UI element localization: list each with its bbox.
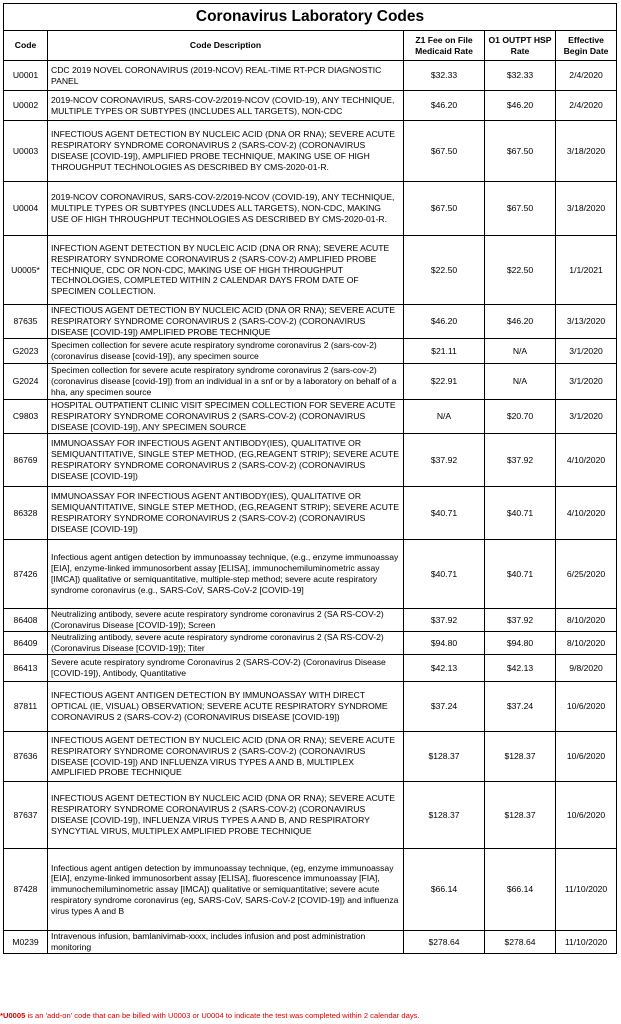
effective-date-cell: 3/18/2020 — [556, 182, 617, 236]
effective-date-cell: 2/4/2020 — [556, 61, 617, 91]
z1-rate-cell: $37.92 — [404, 609, 485, 632]
description-cell: HOSPITAL OUTPATIENT CLINIC VISIT SPECIMEN COLLECTION FOR SEVERE ACUTE RESPIRATORY SYNDROME CORONAVIRUS 2 (SARS-COV-2) (CORONAVIRUS DISEASE [COVID-19]), ANY SPECIMEN SOURCE — [48, 400, 404, 434]
header-effective-date: Effective Begin Date — [556, 31, 617, 61]
table-row — [4, 236, 617, 305]
code-cell: 87636 — [4, 732, 48, 782]
o1-rate-cell: $22.50 — [485, 236, 556, 305]
table-row — [4, 609, 617, 632]
z1-rate-cell: $22.50 — [404, 236, 485, 305]
effective-date-cell: 3/13/2020 — [556, 305, 617, 339]
table-row — [4, 121, 617, 182]
z1-rate-cell: $40.71 — [404, 487, 485, 540]
z1-rate-cell: $66.14 — [404, 849, 485, 931]
effective-date-cell: 4/10/2020 — [556, 487, 617, 540]
header-row — [4, 31, 617, 61]
footnote-code: *U0005 — [0, 1011, 26, 1020]
effective-date-cell: 3/1/2020 — [556, 364, 617, 400]
z1-rate-cell: $42.13 — [404, 655, 485, 682]
description-cell: INFECTIOUS AGENT DETECTION BY NUCLEIC ACID (DNA OR RNA); SEVERE ACUTE RESPIRATORY SYNDROME CORONAVIRUS 2 (SARS-COV-2) (CORONAVIRUS DISEASE [COVID-19]) AMPLIFIED PROBE TECHNIQUE — [48, 305, 404, 339]
z1-rate-cell: $21.11 — [404, 339, 485, 364]
table-row — [4, 182, 617, 236]
description-cell: Severe acute respiratory syndrome Coronavirus 2 (SARS-COV-2) (Coronavirus Disease [COVID-19]), Antibody, Quantitative — [48, 655, 404, 682]
table-row — [4, 849, 617, 931]
z1-rate-cell: $37.24 — [404, 682, 485, 732]
code-cell: G2024 — [4, 364, 48, 400]
effective-date-cell: 10/6/2020 — [556, 782, 617, 849]
o1-rate-cell: $46.20 — [485, 91, 556, 121]
table-row — [4, 61, 617, 91]
description-cell: 2019-NCOV CORONAVIRUS, SARS-COV-2/2019-NCOV (COVID-19), ANY TECHNIQUE, MULTIPLE TYPES OR SUBTYPES (INCLUDES ALL TARGETS), NON-CDC — [48, 91, 404, 121]
footnote-text: is an 'add-on' code that can be billed with U0003 or U0004 to indicate the test was completed within 2 calendar days. — [25, 1011, 420, 1020]
table-title: Coronavirus Laboratory Codes — [4, 4, 617, 31]
header-o1-rate: O1 OUTPT HSP Rate — [485, 31, 556, 61]
effective-date-cell: 2/4/2020 — [556, 91, 617, 121]
description-cell: INFECTIOUS AGENT ANTIGEN DETECTION BY IMMUNOASSAY WITH DIRECT OPTICAL (IE, VISUAL) OBSERVATION; SEVERE ACUTE RESPIRATORY SYNDROME CORONAVIRUS 2 (SARS-COV-2) (CORONAVIRUS DISEASE [COVID-19]) — [48, 682, 404, 732]
code-cell: 87637 — [4, 782, 48, 849]
effective-date-cell: 8/10/2020 — [556, 609, 617, 632]
o1-rate-cell: $20.70 — [485, 400, 556, 434]
lab-codes-sheet — [3, 3, 616, 954]
table-row — [4, 732, 617, 782]
effective-date-cell: 3/18/2020 — [556, 121, 617, 182]
description-cell: INFECTIOUS AGENT DETECTION BY NUCLEIC ACID (DNA OR RNA); SEVERE ACUTE RESPIRATORY SYNDROME CORONAVIRUS 2 (SARS-COV-2) (CORONAVIRUS DISEASE [COVID-19]), INFLUENZA VIRUS TYPES A AND B, AND RESPIRATORY SYNCYTIAL VIRUS, MULTIPLEX AMPLIFIED PROBE TECHNIQUE — [48, 782, 404, 849]
o1-rate-cell: $40.71 — [485, 487, 556, 540]
z1-rate-cell: $278.64 — [404, 931, 485, 954]
code-cell: U0005* — [4, 236, 48, 305]
effective-date-cell: 9/8/2020 — [556, 655, 617, 682]
effective-date-cell: 11/10/2020 — [556, 931, 617, 954]
description-cell: CDC 2019 NOVEL CORONAVIRUS (2019-NCOV) REAL-TIME RT-PCR DIAGNOSTIC PANEL — [48, 61, 404, 91]
z1-rate-cell: $46.20 — [404, 91, 485, 121]
z1-rate-cell: N/A — [404, 400, 485, 434]
description-cell: 2019-NCOV CORONAVIRUS, SARS-COV-2/2019-NCOV (COVID-19), ANY TECHNIQUE, MULTIPLE TYPES OR SUBTYPES (INCLUDES ALL TARGETS), NON-CDC, MAKING USE OF HIGH THROUGHPUT TECHNOLOGIES AS DESCRIBED BY CMS-2020-01-R. — [48, 182, 404, 236]
o1-rate-cell: $37.24 — [485, 682, 556, 732]
lab-codes-table — [3, 3, 617, 954]
table-row — [4, 632, 617, 655]
code-cell: U0001 — [4, 61, 48, 91]
description-cell: INFECTION AGENT DETECTION BY NUCLEIC ACID (DNA OR RNA); SEVERE ACUTE RESPIRATORY SYNDROME CORONAVIRUS 2 (SARS-COV-2) AMPLIFIED PROBE TECHNIQUE, CDC OR NON-CDC, MAKING USE OF HIGH THROUGHPUT TECHNOLOGIES, COMPLETED WITHIN 2 CALENDAR DAYS FROM DATE OF SPECIMEN COLLECTION. — [48, 236, 404, 305]
z1-rate-cell: $40.71 — [404, 540, 485, 609]
header-description: Code Description — [48, 31, 404, 61]
description-cell: Neutralizing antibody, severe acute respiratory syndrome coronavirus 2 (SA RS-COV-2) (Coronavirus Disease [COVID-19]); Titer — [48, 632, 404, 655]
table-row — [4, 305, 617, 339]
code-cell: U0004 — [4, 182, 48, 236]
effective-date-cell: 3/1/2020 — [556, 400, 617, 434]
code-cell: 87811 — [4, 682, 48, 732]
effective-date-cell: 10/6/2020 — [556, 682, 617, 732]
table-row — [4, 434, 617, 487]
effective-date-cell: 8/10/2020 — [556, 632, 617, 655]
z1-rate-cell: $22.91 — [404, 364, 485, 400]
z1-rate-cell: $128.37 — [404, 732, 485, 782]
effective-date-cell: 3/1/2020 — [556, 339, 617, 364]
z1-rate-cell: $32.33 — [404, 61, 485, 91]
description-cell: Neutralizing antibody, severe acute respiratory syndrome coronavirus 2 (SA RS-COV-2) (Coronavirus Disease [COVID-19]); Screen — [48, 609, 404, 632]
z1-rate-cell: $67.50 — [404, 182, 485, 236]
z1-rate-cell: $67.50 — [404, 121, 485, 182]
table-row — [4, 487, 617, 540]
table-row — [4, 655, 617, 682]
z1-rate-cell: $94.80 — [404, 632, 485, 655]
table-row — [4, 682, 617, 732]
o1-rate-cell: $40.71 — [485, 540, 556, 609]
effective-date-cell: 6/25/2020 — [556, 540, 617, 609]
o1-rate-cell: $66.14 — [485, 849, 556, 931]
o1-rate-cell: $46.20 — [485, 305, 556, 339]
o1-rate-cell: $94.80 — [485, 632, 556, 655]
table-row — [4, 364, 617, 400]
footnote — [0, 1011, 420, 1020]
description-cell: Infectious agent antigen detection by immunoassay technique, (eg, enzyme immunoassay [EIA], enzyme-linked immunosorbent assay [ELISA], fluorescence immunoassay [FIA], immunochemiluminometric assay [IMCA]) qualitative or semiquantitative; severe acute respiratory syndrome coronavirus (eg, SARS-CoV, SARS-CoV-2 [COVID-19]) and influenza virus types A and B — [48, 849, 404, 931]
header-code: Code — [4, 31, 48, 61]
o1-rate-cell: $128.37 — [485, 782, 556, 849]
description-cell: Specimen collection for severe acute respiratory syndrome coronavirus 2 (sars-cov-2) (coronavirus disease [covid-19]), any specimen source — [48, 339, 404, 364]
code-cell: 87426 — [4, 540, 48, 609]
effective-date-cell: 4/10/2020 — [556, 434, 617, 487]
o1-rate-cell: N/A — [485, 339, 556, 364]
code-cell: 86769 — [4, 434, 48, 487]
table-row — [4, 339, 617, 364]
table-row — [4, 540, 617, 609]
table-row — [4, 782, 617, 849]
o1-rate-cell: $32.33 — [485, 61, 556, 91]
z1-rate-cell: $128.37 — [404, 782, 485, 849]
o1-rate-cell: $67.50 — [485, 121, 556, 182]
code-cell: M0239 — [4, 931, 48, 954]
o1-rate-cell: $37.92 — [485, 609, 556, 632]
description-cell: Infectious agent antigen detection by immunoassay technique, (e.g., enzyme immunoassay [EIA], enzyme-linked immunosorbent assay [ELISA], immunochemiluminometric assay [IMCA]) qualitative or semiquantitative, multiple-step method; severe acute respiratory syndrome coronavirus (e.g., SARS-CoV, SARS-CoV-2 [COVID-19] — [48, 540, 404, 609]
table-row — [4, 91, 617, 121]
description-cell: Specimen collection for severe acute respiratory syndrome coronavirus 2 (sars-cov-2) (coronavirus disease [covid-19]) from an individual in a snf or by a laboratory on behalf of a hha, any specimen source — [48, 364, 404, 400]
code-cell: 86413 — [4, 655, 48, 682]
description-cell: Intravenous infusion, bamlanivimab-xxxx, includes infusion and post administration monitoring — [48, 931, 404, 954]
code-cell: U0002 — [4, 91, 48, 121]
code-cell: 86408 — [4, 609, 48, 632]
code-cell: 87428 — [4, 849, 48, 931]
o1-rate-cell: $37.92 — [485, 434, 556, 487]
table-row — [4, 400, 617, 434]
header-z1-rate: Z1 Fee on File Medicaid Rate — [404, 31, 485, 61]
o1-rate-cell: N/A — [485, 364, 556, 400]
z1-rate-cell: $46.20 — [404, 305, 485, 339]
o1-rate-cell: $278.64 — [485, 931, 556, 954]
table-row — [4, 931, 617, 954]
o1-rate-cell: $42.13 — [485, 655, 556, 682]
description-cell: IMMUNOASSAY FOR INFECTIOUS AGENT ANTIBODY(IES), QUALITATIVE OR SEMIQUANTITATIVE, SINGLE STEP METHOD, (EG,REAGENT STRIP); SEVERE ACUTE RESPIRATORY SYNDROME CORONAVIRUS 2 (SARS-COV-2) (CORONAVIRUS DISEASE [COVID-19]) — [48, 434, 404, 487]
code-cell: 86328 — [4, 487, 48, 540]
effective-date-cell: 11/10/2020 — [556, 849, 617, 931]
code-cell: 86409 — [4, 632, 48, 655]
description-cell: IMMUNOASSAY FOR INFECTIOUS AGENT ANTIBODY(IES), QUALITATIVE OR SEMIQUANTITATIVE, SINGLE STEP METHOD, (EG,REAGENT STRIP); SEVERE ACUTE RESPIRATORY SYNDROME CORONAVIRUS 2 (SARS-COV-2) (CORONAVIRUS DISEASE [COVID-19]) — [48, 487, 404, 540]
z1-rate-cell: $37.92 — [404, 434, 485, 487]
code-cell: C9803 — [4, 400, 48, 434]
o1-rate-cell: $128.37 — [485, 732, 556, 782]
description-cell: INFECTIOUS AGENT DETECTION BY NUCLEIC ACID (DNA OR RNA); SEVERE ACUTE RESPIRATORY SYNDROME CORONAVIRUS 2 (SARS-COV-2) (CORONAVIRUS DISEASE [COVID-19]), AMPLIFIED PROBE TECHNIQUE, MAKING USE OF HIGH THROUGHPUT TECHNOLOGIES AS DESCRIBED BY CMS-2020-01-R. — [48, 121, 404, 182]
effective-date-cell: 1/1/2021 — [556, 236, 617, 305]
code-cell: U0003 — [4, 121, 48, 182]
effective-date-cell: 10/6/2020 — [556, 732, 617, 782]
o1-rate-cell: $67.50 — [485, 182, 556, 236]
description-cell: INFECTIOUS AGENT DETECTION BY NUCLEIC ACID (DNA OR RNA); SEVERE ACUTE RESPIRATORY SYNDROME CORONAVIRUS 2 (SARS-COV-2) (CORONAVIRUS DISEASE [COVID-19]) AND INFLUENZA VIRUS TYPES A AND B, MULTIPLEX AMPLIFIED PROBE TECHNIQUE — [48, 732, 404, 782]
code-cell: G2023 — [4, 339, 48, 364]
code-cell: 87635 — [4, 305, 48, 339]
